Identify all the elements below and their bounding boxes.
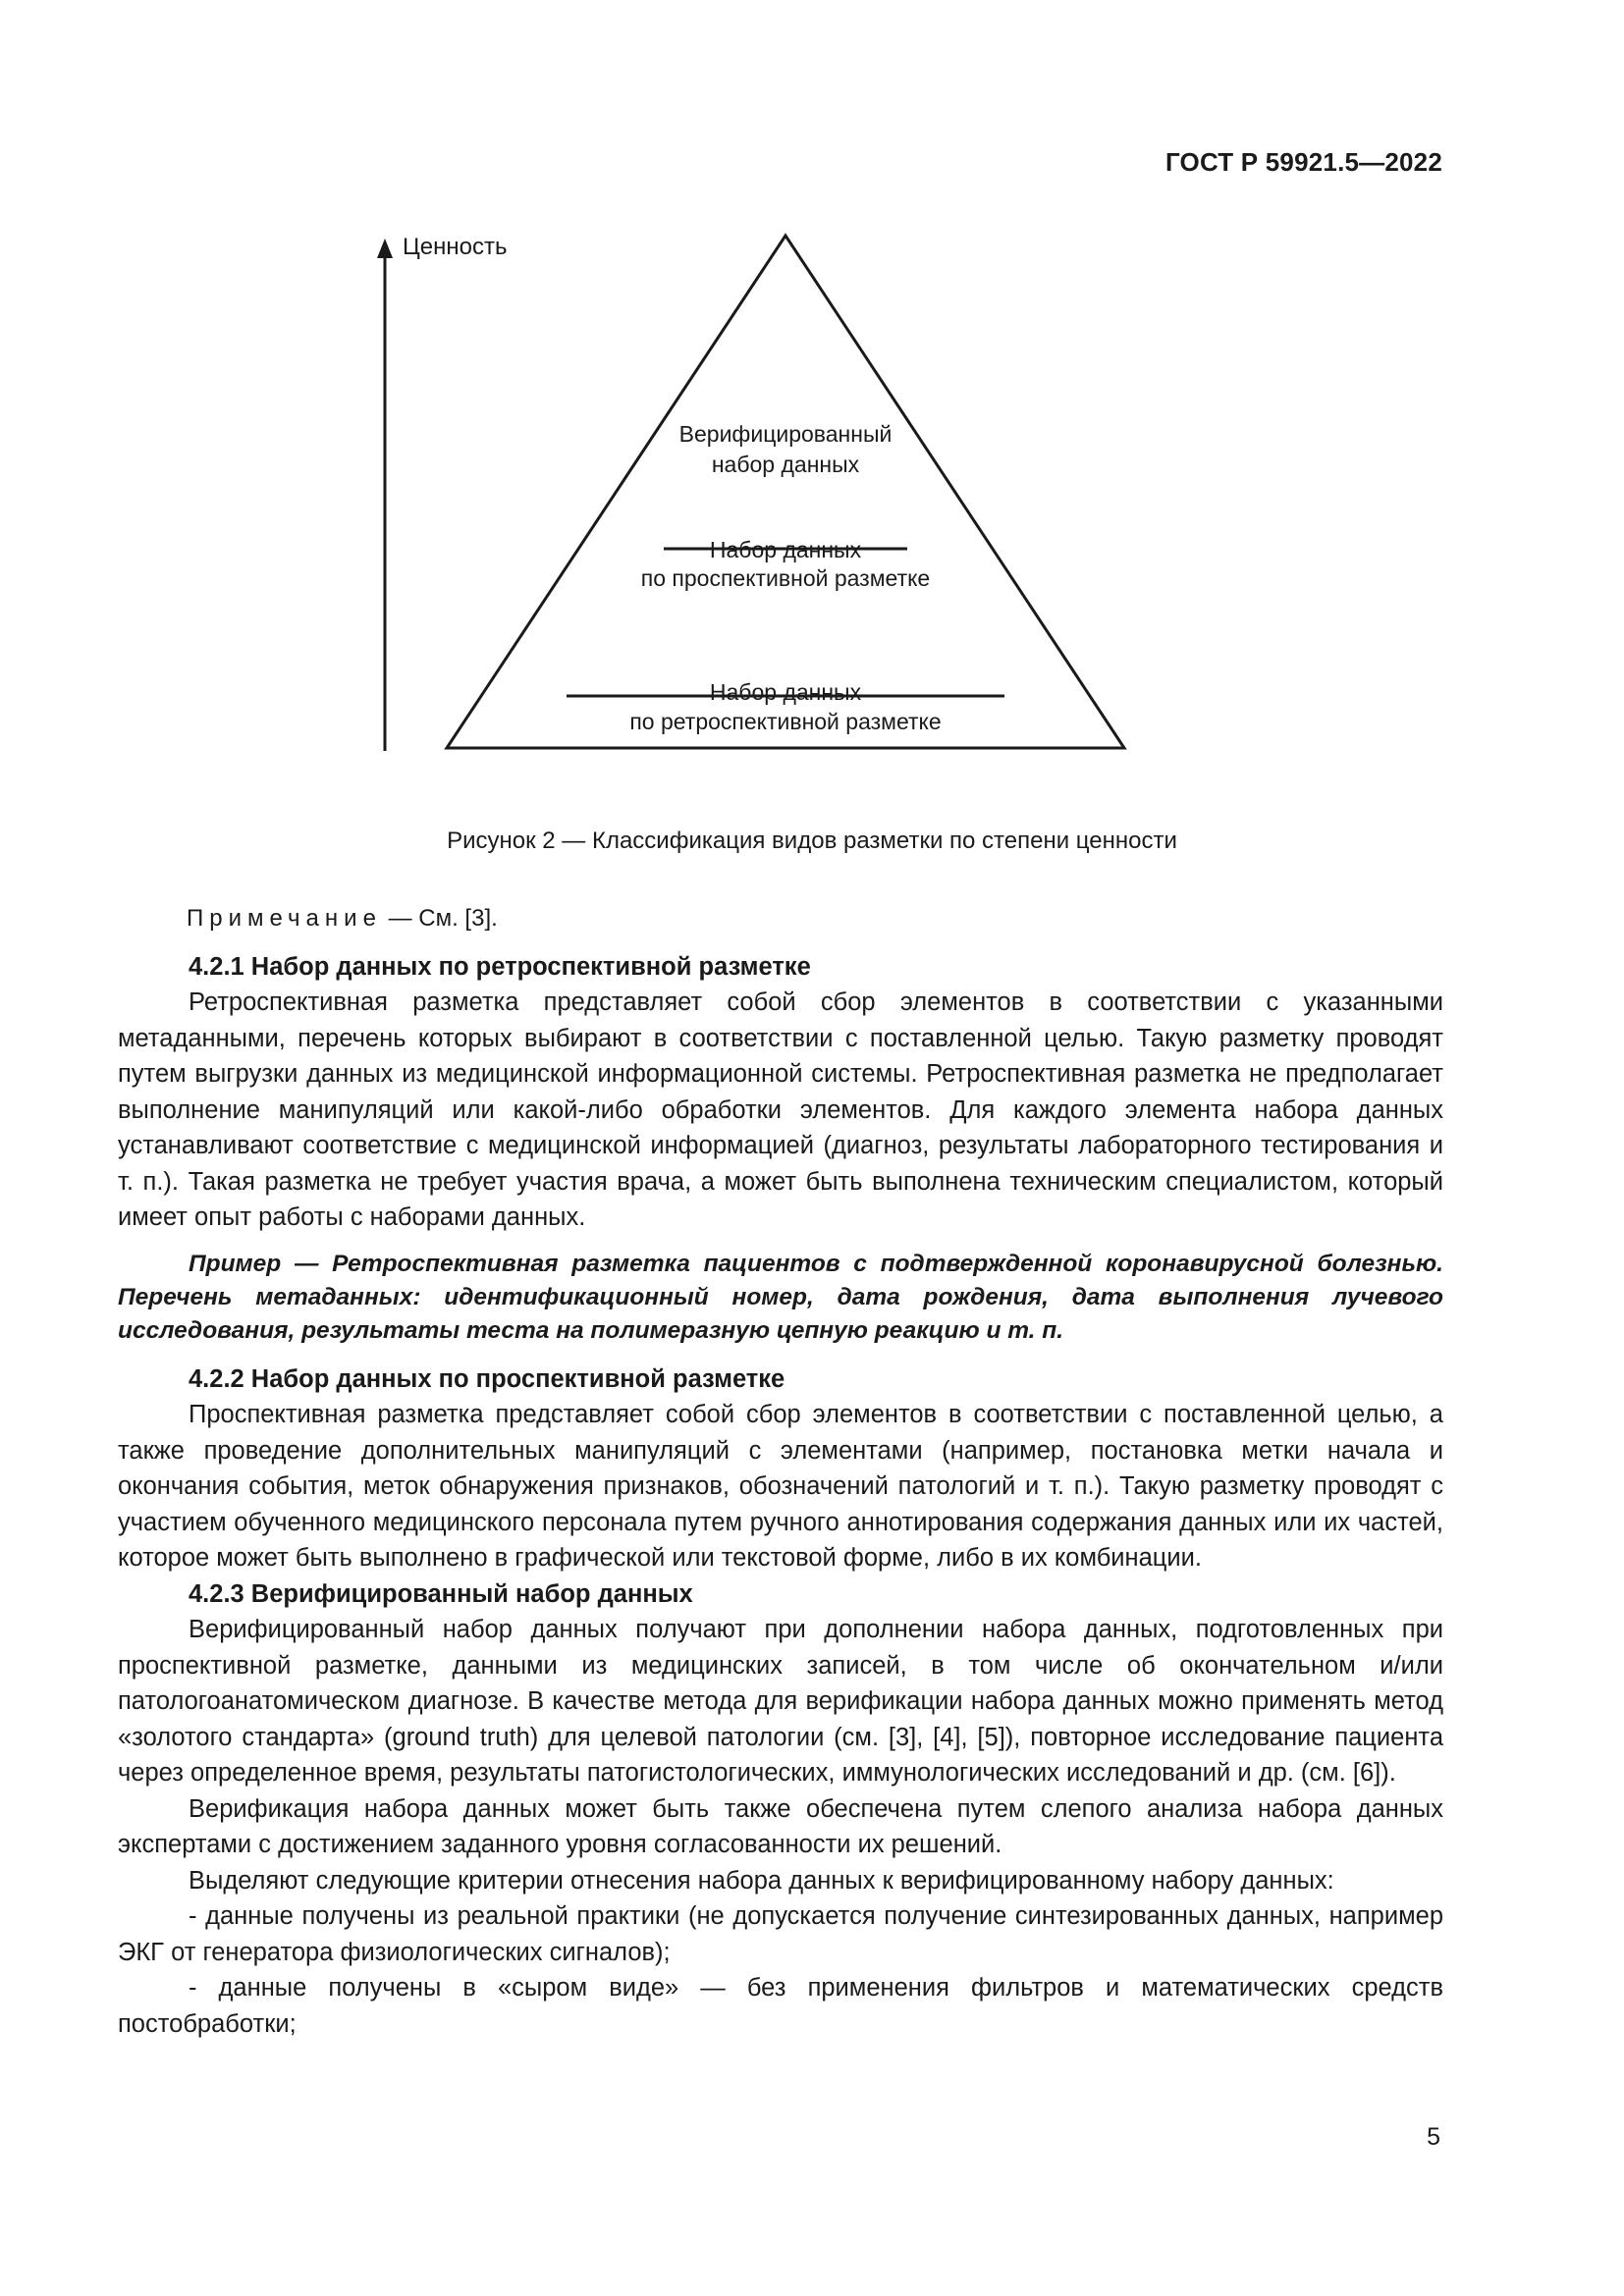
section-4-2-2-paragraph: Проспективная разметка представляет собой сбор элементов в соответствии с поставленной целью, а также проведение дополнительных манипуляций с элементами (например, постановка метки начала и окончания события, меток обнаружения признаков, обозначений патологий и т. п.). Такую разметку проводят с участием обученного медицинского персонала путем ручного аннотирования содержания данных или их частей, которое может быть выполнено в графической или текстовой форме, либо в их комбинации. (118, 1401, 1443, 1572)
pyramid-diagram (373, 221, 1178, 810)
value-axis-arrowhead (377, 239, 393, 258)
criteria-list-item: - данные получены из реальной практики (не допускается получение синтезированных данных, например ЭКГ от генератора физиологических сигналов); (118, 1902, 1443, 1966)
note (187, 901, 1443, 937)
pyramid-outline (447, 236, 1124, 748)
note-text: — См. [3]. (388, 905, 498, 932)
section-4-2-3-paragraph-1: Верифицированный набор данных получают при дополнении набора данных, подготовленных при проспективной разметке, данными из медицинских записей, в том числе об окончательном и/или патологоанатомическом диагнозе. В качестве метода для верификации набора данных можно применять метод «золотого стандарта» (ground truth) для целевой патологии (см. [3], [4], [5]), повторное исследование пациента через определенное время, результаты патогистологических, иммунологических исследований и др. (см. [6]). (118, 1616, 1443, 1787)
level-verified-line1: Верифицированный (678, 421, 893, 447)
section-4-2-1-paragraph: Ретроспективная разметка представляет собой сбор элементов в соответствии с указанными метаданными, перечень которых выбирают в соответствии с поставленной целью. Такую разметку проводят путем выгрузки данных из медицинской информационной системы. Ретроспективная разметка не предполагает выполнение манипуляций или какой-либо обработки элементов. Для каждого элемента набора данных устанавливают соответствие с медицинской информацией (диагноз, результаты лабораторного тестирования и т. п.). Такая разметка не требует участия врача, а может быть выполнена техническим специалистом, который имеет опыт работы с наборами данных. (118, 988, 1443, 1231)
section-4-2-3-paragraph-3: Выделяют следующие критерии отнесения набора данных к верифицированному набору данных: (189, 1866, 1334, 1895)
document-body (118, 901, 1443, 2042)
section-4-2-1-example: Пример — Ретроспективная разметка пациентов с подтвержденной коронавирусной болезнью. Перечень метаданных: идентификационный номер, дата рождения, дата выполнения лучевого исследования, результаты теста на полимеразную цепную реакцию и т. п. (118, 1250, 1443, 1344)
level-retrospective-line1: Набор данных (709, 679, 862, 705)
value-pyramid-figure (373, 221, 1178, 810)
page-number: 5 (1427, 2123, 1440, 2151)
section-title-4-2-2: 4.2.2 Набор данных по проспективной разметке (189, 1364, 785, 1393)
level-verified-line2: набор данных (711, 452, 860, 477)
level-prospective-line1: Набор данных (709, 537, 862, 562)
note-label: Примечание (187, 905, 382, 932)
section-title-4-2-3: 4.2.3 Верифицированный набор данных (189, 1579, 693, 1608)
figure-caption: Рисунок 2 — Классификация видов разметки по степени ценности (447, 828, 1177, 854)
value-axis-label: Ценность (403, 234, 508, 260)
section-title-4-2-1: 4.2.1 Набор данных по ретроспективной разметке (189, 952, 811, 981)
level-retrospective-line2: по ретроспективной разметке (629, 709, 942, 734)
section-4-2-3-paragraph-2: Верификация набора данных может быть также обеспечена путем слепого анализа набора данных экспертами с достижением заданного уровня согласованности их решений. (118, 1794, 1443, 1858)
document-header: ГОСТ Р 59921.5—2022 (1164, 147, 1442, 177)
criteria-list-item: - данные получены в «сыром виде» — без применения фильтров и математических средств постобработки; (118, 1974, 1443, 2038)
level-prospective-line2: по проспективной разметке (640, 565, 931, 591)
